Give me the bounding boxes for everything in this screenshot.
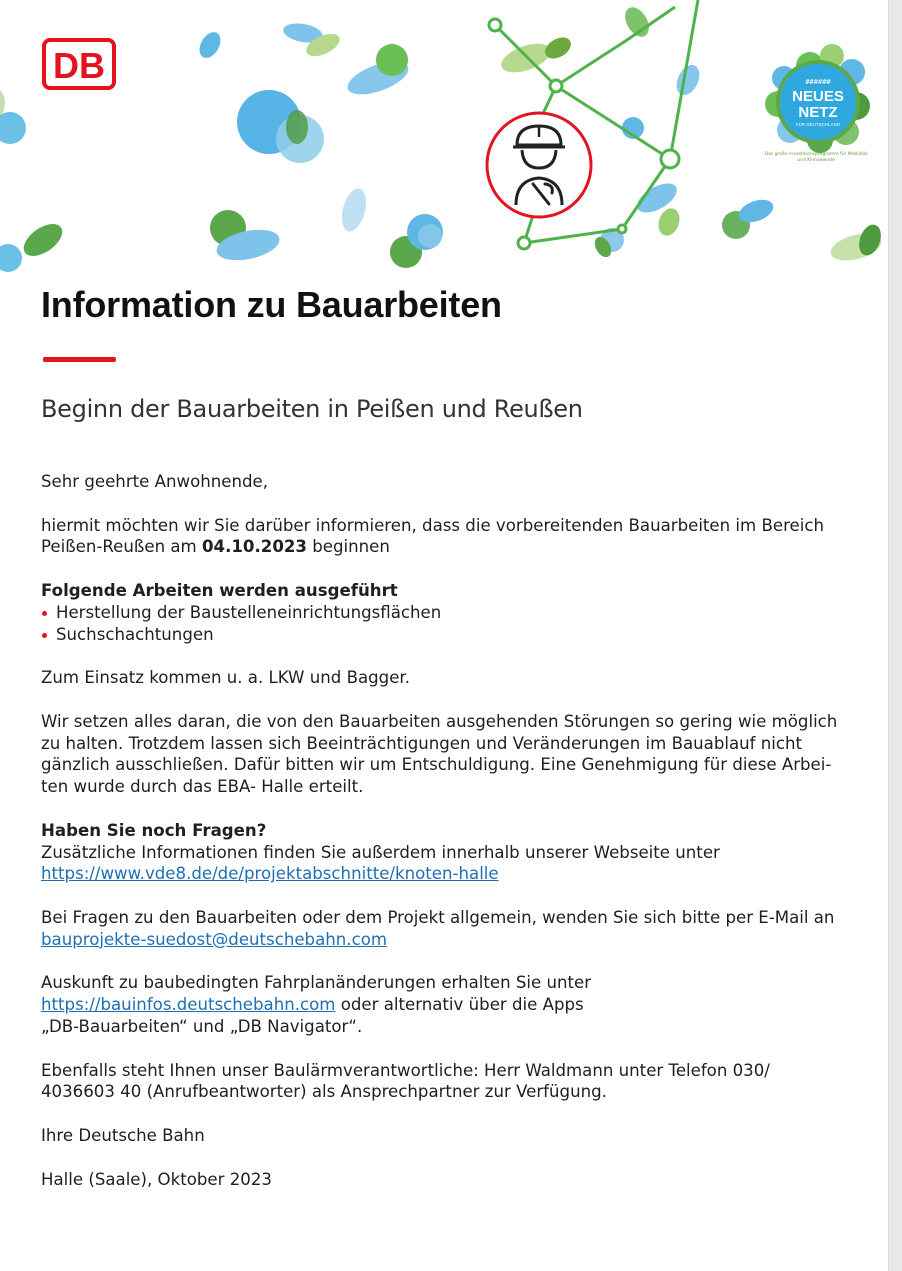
badge-line-3: FÜR DEUTSCHLAND	[795, 122, 841, 127]
title-underline	[43, 357, 116, 362]
disruption-line: zu halten. Trotzdem lassen sich Beeinträchtigungen und Veränderungen im Bauablauf nicht	[41, 733, 803, 753]
list-item: Suchschachtungen	[41, 624, 871, 646]
noise-line: 4036603 40 (Anrufbeantworter) als Ansprechpartner zur Verfügung.	[41, 1082, 607, 1102]
works-section	[41, 580, 871, 645]
badge-line-1: NEUES	[792, 88, 844, 105]
svg-text:######: ######	[805, 78, 831, 86]
list-item: Herstellung der Baustelleneinrichtungsflächen	[41, 602, 871, 624]
schedule-apps: „DB-Bauarbeiten“ und „DB Navigator“.	[41, 1016, 363, 1036]
website-link[interactable]: https://www.vde8.de/de/projektabschnitte/knoten-halle	[41, 864, 499, 884]
intro-text: hiermit möchten wir Sie darüber informieren, dass die vorbereitenden Bauarbeiten im Bereich Peißen-Reußen am	[41, 515, 824, 557]
place-date: Halle (Saale), Oktober 2023	[41, 1169, 272, 1189]
schedule-text: Auskunft zu baubedingten Fahrplanänderungen erhalten Sie unter	[41, 973, 592, 993]
schedule-after-link: oder alternativ über die Apps	[335, 995, 584, 1015]
email-paragraph	[41, 907, 871, 951]
decorative-leaves	[0, 3, 885, 272]
email-text: Bei Fragen zu den Bauarbeiten oder dem Projekt allgemein, wenden Sie sich bitte per E-Mail an	[41, 907, 835, 927]
db-logo-text: DB	[53, 45, 105, 86]
db-logo	[42, 38, 116, 90]
header-illustration	[0, 0, 888, 275]
construction-worker-icon	[487, 113, 591, 217]
bauinfos-link[interactable]: https://bauinfos.deutschebahn.com	[41, 995, 336, 1015]
page-title: Information zu Bauarbeiten	[41, 284, 502, 325]
intro-paragraph	[41, 515, 871, 559]
questions-text: Zusätzliche Informationen finden Sie außerdem innerhalb unserer Webseite unter	[41, 842, 720, 862]
start-date: 04.10.2023	[201, 537, 307, 557]
page-subtitle: Beginn der Bauarbeiten in Peißen und Reußen	[41, 395, 583, 423]
disruption-line: ten wurde durch das EBA- Halle erteilt.	[41, 777, 364, 797]
signature: Ihre Deutsche Bahn	[41, 1125, 205, 1145]
intro-text-end: beginnen	[306, 537, 390, 557]
questions-paragraph	[41, 820, 871, 885]
badge-tagline: Das große Investitionsprogramm für Mobilität und Klimawende	[764, 152, 868, 163]
badge-line-2: NETZ	[798, 104, 838, 121]
machines-paragraph: Zum Einsatz kommen u. a. LKW und Bagger.	[41, 668, 410, 688]
works-heading: Folgende Arbeiten werden ausgeführt	[41, 580, 398, 600]
noise-line: Ebenfalls steht Ihnen unser Baulärmverantwortliche: Herr Waldmann unter Telefon 030/	[41, 1060, 770, 1080]
email-link[interactable]: bauprojekte-suedost@deutschebahn.com	[41, 929, 388, 949]
disruption-paragraph	[41, 711, 871, 798]
noise-paragraph	[41, 1060, 871, 1104]
schedule-paragraph	[41, 972, 871, 1037]
disruption-line: gänzlich ausschließen. Dafür bitten wir um Entschuldigung. Eine Genehmigung für diese Arbei-	[41, 755, 832, 775]
works-list	[41, 602, 871, 646]
greeting: Sehr geehrte Anwohnende,	[41, 472, 269, 491]
questions-heading: Haben Sie noch Fragen?	[41, 820, 267, 840]
disruption-line: Wir setzen alles daran, die von den Bauarbeiten ausgehenden Störungen so gering wie möglich	[41, 711, 838, 731]
letter-body	[41, 471, 871, 1212]
page-edge	[888, 0, 902, 1271]
